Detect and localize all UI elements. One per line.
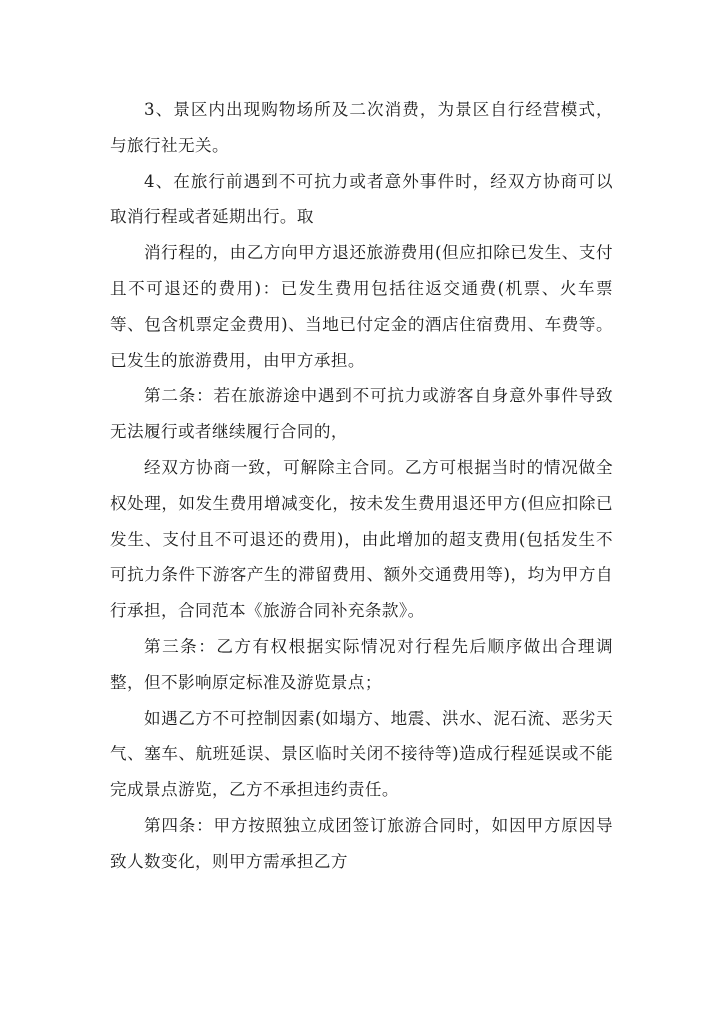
paragraph-article-3: 第三条：乙方有权根据实际情况对行程先后顺序做出合理调整，但不影响原定标准及游览景点； — [110, 636, 613, 692]
paragraph-article-2-termination: 经双方协商一致，可解除主合同。乙方可根据当时的情况做全权处理，如发生费用增减变化，按未发生费用退还甲方(但应扣除已发生、支付且不可退还的费用)，由此增加的超支费用(包括发生不可抗力条件下游客产生的滞留费用、额外交通费用等)，均为甲方自行承担，合同范本《旅游合同补充条款》。 — [110, 457, 613, 621]
paragraph-cancellation-refund: 消行程的，由乙方向甲方退还旅游费用(但应扣除已发生、支付且不可退还的费用)：已发生费用包括往返交通费(机票、火车票等、包含机票定金费用)、当地已付定金的酒店住宿费用、车费等。已发生的旅游费用，由甲方承担。 — [110, 243, 613, 370]
paragraph-clause-3-shopping: 3、景区内出现购物场所及二次消费，为景区自行经营模式，与旅行社无关。 — [110, 100, 613, 155]
document-body — [110, 92, 613, 880]
paragraph-article-3-uncontrollable: 如遇乙方不可控制因素(如塌方、地震、洪水、泥石流、恶劣天气、塞车、航班延误、景区临时关闭不接待等)造成行程延误或不能完成景点游览，乙方不承担违约责任。 — [110, 708, 613, 800]
paragraph-article-4: 第四条：甲方按照独立成团签订旅游合同时，如因甲方原因导致人数变化，则甲方需承担乙方 — [110, 815, 613, 871]
paragraph-article-2: 第二条：若在旅游途中遇到不可抗力或游客自身意外事件导致无法履行或者继续履行合同的， — [110, 386, 613, 442]
paragraph-clause-4-force-majeure: 4、在旅行前遇到不可抗力或者意外事件时，经双方协商可以取消行程或者延期出行。取 — [110, 171, 613, 227]
